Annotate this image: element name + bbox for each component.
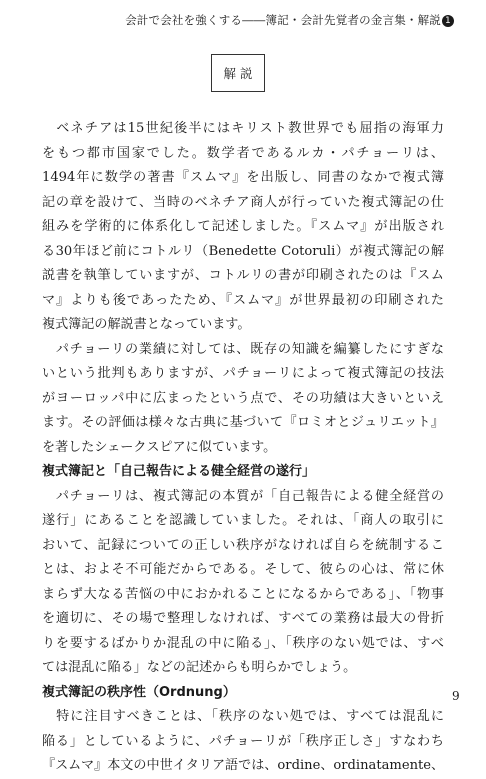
body-text [42, 117, 444, 779]
paragraph-line: 複式簿記の解説書となっています。 [42, 317, 251, 332]
paragraph-line: 『スムマ』本文の中世イタリア語では、ordine、ordinatamente、 [42, 758, 444, 773]
paragraph-line: とは、およそ不可能だからである。そして、彼らの心は、常に休 [42, 562, 444, 577]
paragraph-line: いという批判もありますが、パチョーリによって複式簿記の技法 [42, 366, 444, 381]
section-heading: 複式簿記と「自己報告による健全経営の遂行」 [42, 464, 316, 479]
paragraph-line: をもつ都市国家でした。数学者であるルカ・パチョーリは、 [42, 145, 444, 161]
running-header [125, 12, 454, 28]
page-number: 9 [452, 689, 460, 703]
paragraph-line: 特に注目すべきことは、「秩序のない処では、すべては混乱に [42, 709, 444, 724]
section-label: 解説 [223, 66, 257, 81]
paragraph-line: がヨーロッパ中に広まったという点で、その功績は大きいといえ [42, 390, 444, 406]
paragraph-line: る30年ほど前にコトルリ（Benedette Cotoruli）が複式簿記の解 [42, 243, 444, 259]
section-heading: 複式簿記の秩序性（Ordnung） [42, 684, 236, 700]
paragraph-line: 組みを学術的に体系化して記述しました。『スムマ』が出版され [42, 219, 444, 234]
paragraph-line: 陥る」としているように、パチョーリが「秩序正しさ」すなわち [42, 733, 444, 749]
paragraph-line: 1494年に数学の著書『スムマ』を出版し、同書のなかで複式簿 [42, 170, 444, 185]
paragraph-line: まらず大なる苦悩の中におかれることになるからである」、「物事 [42, 586, 444, 602]
paragraph-line: ては混乱に陥る」などの記述からも明らかでしょう。 [42, 660, 357, 675]
paragraph-line: パチョーリは、複式簿記の本質が「自己報告による健全経営の [42, 488, 444, 504]
paragraph-line: 説書を執筆していますが、コトルリの書が印刷されたのは『スム [42, 268, 444, 283]
paragraph-line: おいて、記録についての正しい秩序がなければ自らを統制するこ [42, 537, 444, 553]
section-label-box [211, 54, 265, 92]
volume-number-badge: 1 [442, 15, 454, 27]
paragraph-line: 遂行」にあることを認識していました。それは、「商人の取引に [42, 513, 444, 528]
paragraph-line: パチョーリの業績に対しては、既存の知識を編纂したにすぎな [42, 341, 444, 357]
paragraph-line: りを要するばかりか混乱の中に陥る」、「秩序のない処では、すべ [42, 635, 444, 651]
paragraph-line: マ』よりも後であったため、『スムマ』が世界最初の印刷された [42, 292, 444, 308]
paragraph-line: ます。その評価は様々な古典に基づいて『ロミオとジュリエット』 [42, 415, 444, 430]
running-title: 会計で会社を強くする――簿記・会計先覚者の金言集・解説 [125, 13, 441, 27]
paragraph-line: 記の章を設けて、当時のベネチア商人が行っていた複式簿記の仕 [42, 194, 444, 210]
paragraph-line: ベネチアは15世紀後半にはキリスト教世界でも屈指の海軍力 [42, 121, 444, 136]
paragraph-line: を適切に、その場で整理しなければ、すべての業務は最大の骨折 [42, 611, 444, 626]
paragraph-line: を著したシェークスピアに似ています。 [42, 439, 277, 455]
